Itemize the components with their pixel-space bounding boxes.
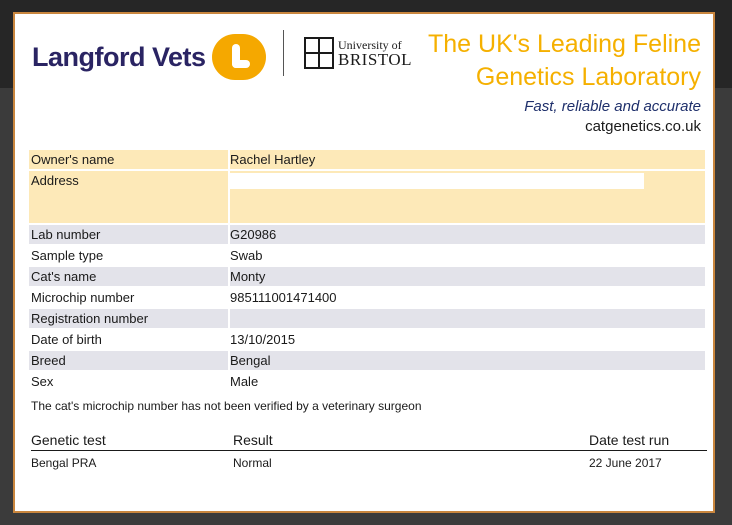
- headline-line1: The UK's Leading Feline: [428, 30, 701, 58]
- detail-value: Swab: [230, 248, 263, 263]
- detail-label: Lab number: [29, 225, 228, 244]
- detail-label: Microchip number: [31, 290, 135, 305]
- detail-value: [230, 309, 705, 328]
- result-date: 22 June 2017: [589, 456, 662, 470]
- result-row: [31, 451, 707, 470]
- detail-row-cat-name: [29, 267, 705, 286]
- bristol-crest-icon: [304, 37, 334, 69]
- details-table: [29, 150, 705, 393]
- address-redaction: [230, 173, 644, 189]
- results-header: [31, 432, 707, 451]
- detail-value: Monty: [230, 267, 705, 286]
- detail-value-address: [230, 171, 705, 223]
- header-date: Date test run: [589, 432, 670, 448]
- logo-divider: [283, 30, 284, 76]
- detail-label: Sample type: [31, 248, 104, 263]
- detail-value: 985111001471400: [230, 290, 337, 305]
- brand-name: Langford Vets: [32, 41, 206, 72]
- detail-row-dob: [29, 330, 705, 349]
- university-line1: University of: [338, 37, 402, 52]
- detail-value: 13/10/2015: [230, 332, 296, 347]
- website-link[interactable]: catgenetics.co.uk: [585, 118, 701, 135]
- detail-row-microchip: [29, 288, 705, 307]
- detail-row-registration: [29, 309, 705, 328]
- result-test: Bengal PRA: [31, 456, 97, 470]
- detail-value: Bengal: [230, 351, 705, 370]
- detail-label: Address: [29, 171, 228, 223]
- university-line2: BRISTOL: [338, 49, 413, 69]
- detail-row-owner: [29, 150, 705, 169]
- detail-value: Rachel Hartley: [230, 150, 705, 169]
- detail-row-lab-number: [29, 225, 705, 244]
- tagline: Fast, reliable and accurate: [524, 98, 701, 115]
- detail-label: Date of birth: [31, 332, 102, 347]
- certificate-page: [13, 12, 715, 513]
- result-value: Normal: [233, 456, 272, 470]
- detail-label: Sex: [31, 374, 54, 389]
- detail-label: Owner's name: [29, 150, 228, 169]
- headline: [428, 28, 701, 94]
- detail-label: Registration number: [29, 309, 228, 328]
- langford-logo: [32, 34, 266, 80]
- headline-line2: Genetics Laboratory: [475, 63, 701, 91]
- langford-mark-icon: [212, 34, 266, 80]
- bristol-logo: [304, 36, 412, 70]
- header-result: Result: [233, 432, 273, 448]
- detail-row-breed: [29, 351, 705, 370]
- detail-value: G20986: [230, 225, 705, 244]
- detail-row-address: [29, 171, 705, 223]
- header-genetic-test: Genetic test: [31, 432, 106, 448]
- detail-label: Breed: [29, 351, 228, 370]
- verification-note: The cat's microchip number has not been verified by a veterinary surgeon: [31, 399, 422, 413]
- detail-row-sample-type: [29, 246, 705, 265]
- detail-value: Male: [230, 374, 259, 389]
- detail-label: Cat's name: [29, 267, 228, 286]
- results-table: [31, 432, 707, 470]
- detail-row-sex: [29, 372, 705, 391]
- university-name: [338, 39, 412, 68]
